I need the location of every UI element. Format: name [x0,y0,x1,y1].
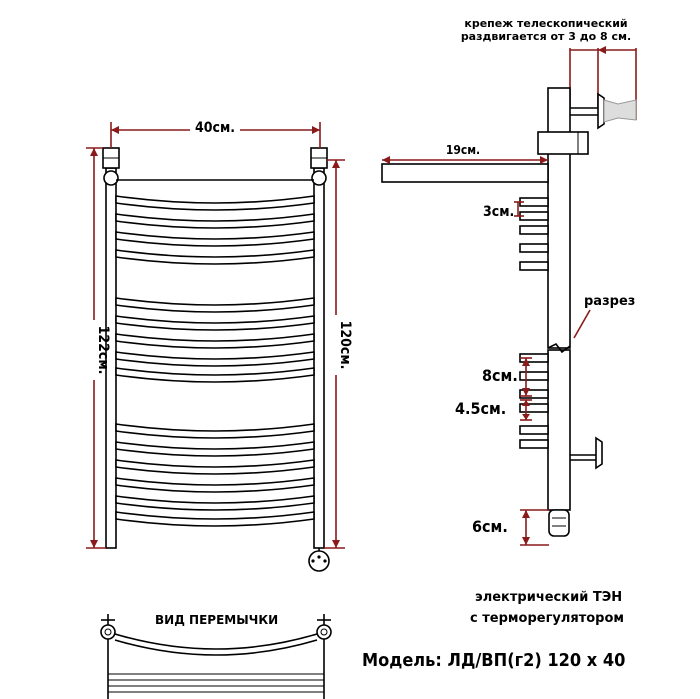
curved-bar [116,496,314,510]
jumper-view-label: ВИД ПЕРЕМЫЧКИ [155,613,279,627]
curved-bar [116,352,314,366]
side-view [382,17,636,536]
side-post-lower [548,350,570,510]
front-view [103,148,329,571]
clamp-block [538,132,588,154]
depth-label: 19см. [445,143,481,157]
curved-bar [116,298,314,312]
side-post-upper [548,88,570,348]
height-right-dimension [324,160,353,548]
heater-label-line-1: электрический ТЭН [475,590,623,605]
curved-bar [116,316,314,330]
depth-dimension [382,143,548,164]
curved-bar [116,368,314,382]
curved-bar [116,250,314,264]
height-left-label: 122см. [95,325,111,375]
curved-bars [116,196,314,526]
bottom-6-label: 6см. [472,517,508,536]
mount-note-line-1: крепеж телескопический [464,17,628,30]
heater-label-line-2: с терморегулятором [470,611,625,626]
curved-bar [116,478,314,492]
wall-mount-lower [596,438,602,468]
top-right-joint [312,171,326,185]
height-right-label: 120см. [337,320,353,370]
top-left-joint [104,171,118,185]
curved-bar [116,214,314,228]
cut-leader [574,310,590,338]
wall-mount-upper [598,94,604,128]
cut-label: разрез [584,294,636,309]
curved-bar [116,512,314,526]
top-bar-side [382,164,548,182]
width-dimension [111,118,320,148]
spacing-8-label: 8см. [482,366,518,385]
heater-housing [549,510,569,536]
curved-bar [116,460,314,474]
spacing-45-label: 4.5см. [455,399,507,418]
right-post [314,168,324,548]
curved-bar [116,424,314,438]
bottom-6-dimension [472,510,549,545]
model-label: Модель: ЛД/ВП(г2) 120 х 40 [362,650,626,671]
curved-bar [116,196,314,210]
curved-bar [116,232,314,246]
spacing-3-dimension [483,202,524,220]
curved-bar [116,334,314,348]
spacing-3-label: 3см. [483,204,515,220]
jumper-curve [115,634,317,649]
mount-note-line-2: раздвигается от 3 до 8 см. [460,30,632,43]
width-label: 40см. [194,120,236,136]
curved-bar [116,442,314,456]
